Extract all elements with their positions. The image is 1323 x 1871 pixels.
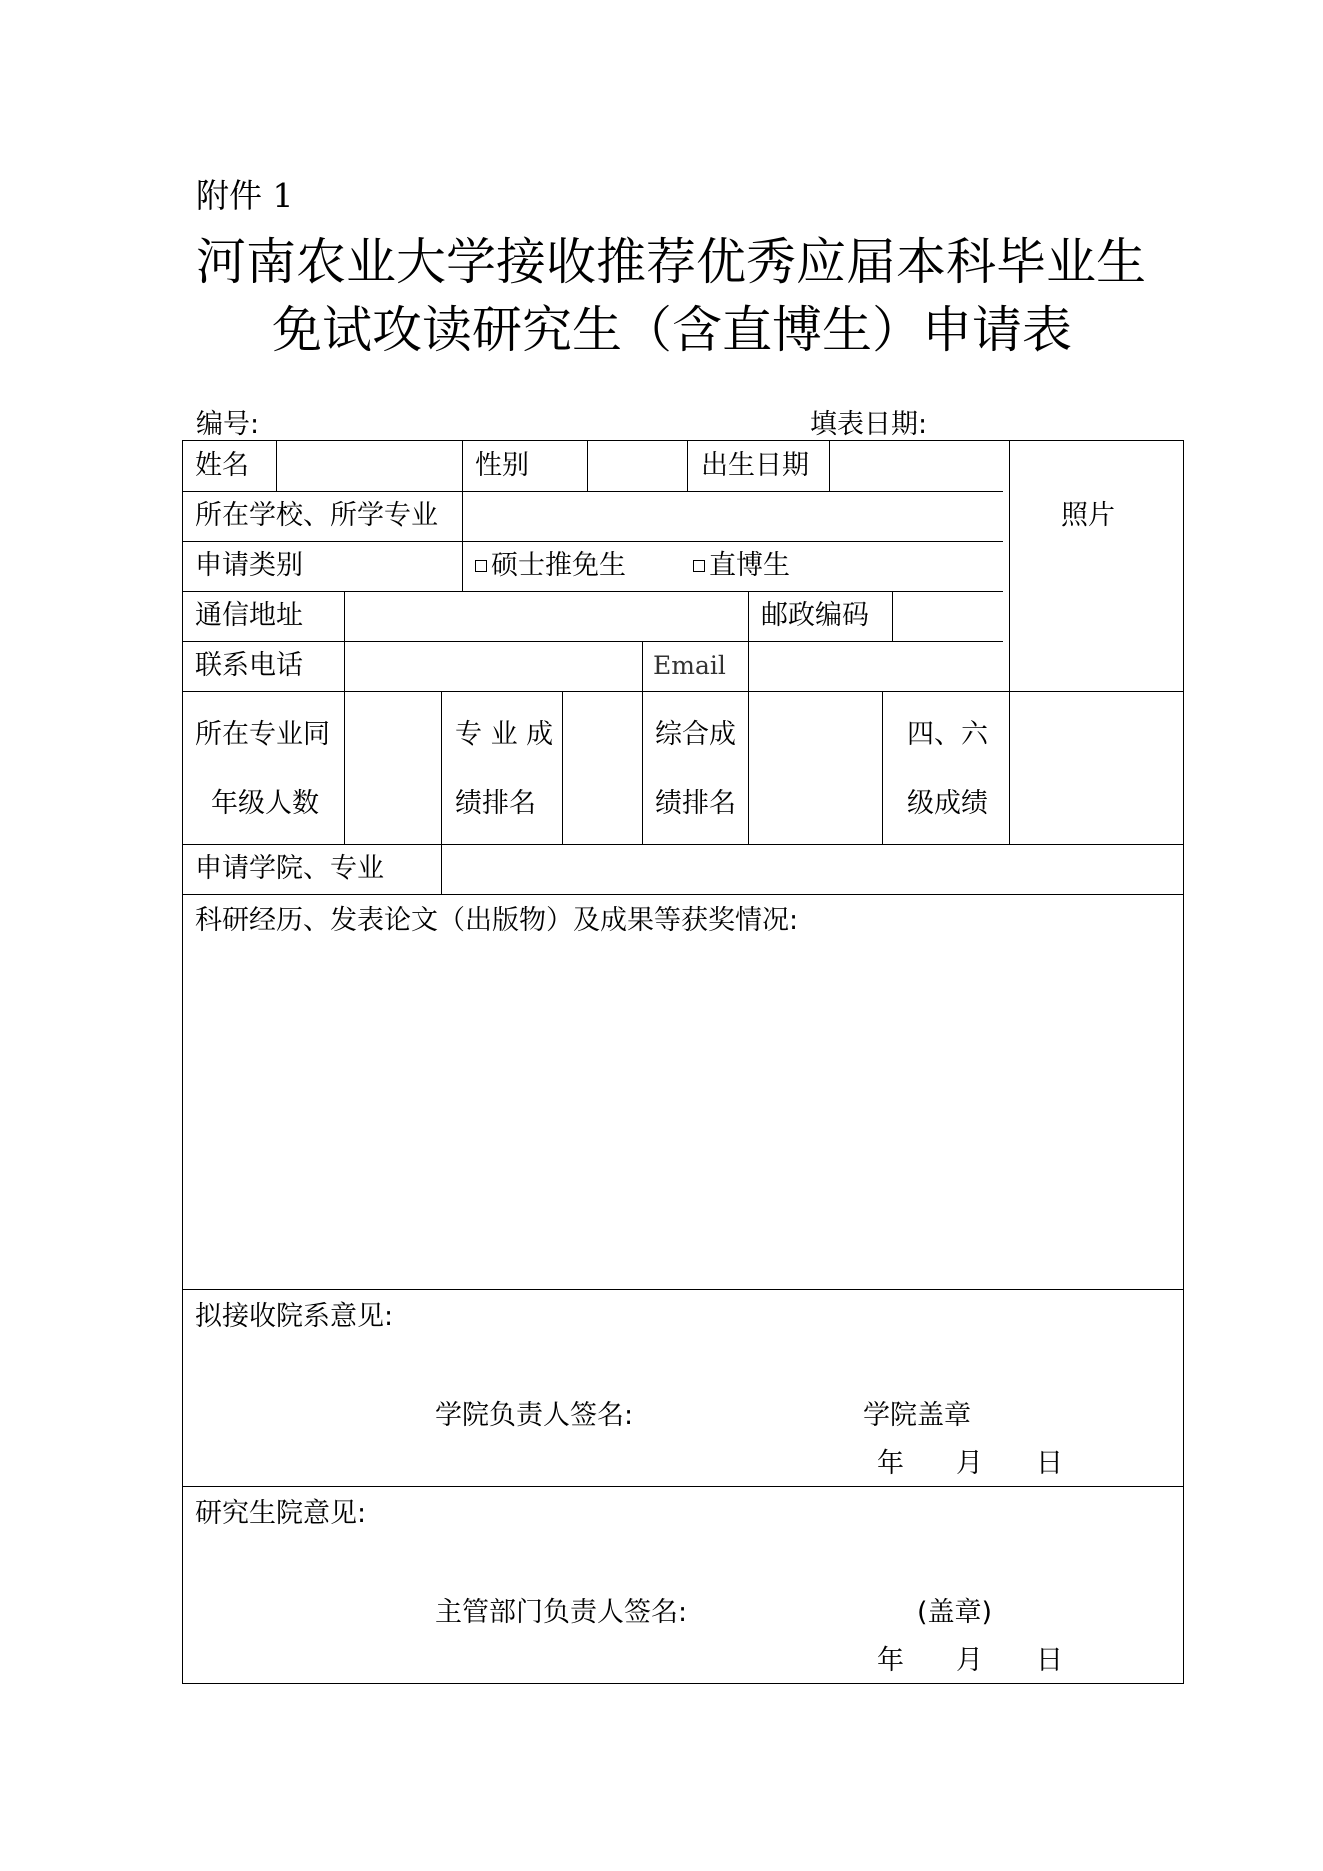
cell-divider (748, 641, 749, 844)
row-divider (183, 1289, 1183, 1290)
option-phd-label: 直博生 (709, 550, 790, 581)
cet-score-label-line2: 级成绩 (907, 788, 988, 819)
overall-rank-label-line2: 绩排名 (655, 788, 736, 819)
cell-divider (441, 691, 442, 894)
grad-year-label: 年 (877, 1645, 904, 1676)
email-label: Email (653, 651, 726, 680)
application-category-label: 申请类别 (195, 550, 303, 581)
phone-label: 联系电话 (195, 650, 303, 681)
name-label: 姓名 (195, 450, 249, 481)
fill-date-label: 填表日期: (810, 409, 928, 440)
gender-label: 性别 (475, 450, 529, 481)
cell-divider (748, 591, 749, 641)
classmates-count-label-line2: 年级人数 (211, 788, 319, 819)
photo-column-divider (1009, 441, 1010, 691)
classmates-count-label-line1: 所在专业同 (195, 719, 330, 750)
form-title-line2: 免试攻读研究生（含直博生）申请表 (272, 301, 1072, 359)
address-label: 通信地址 (195, 600, 303, 631)
cell-divider (462, 441, 463, 491)
grad-opinion-label: 研究生院意见: (195, 1498, 367, 1529)
postcode-label: 邮政编码 (761, 600, 869, 631)
cell-divider (344, 591, 345, 844)
dept-day-label: 日 (1036, 1448, 1063, 1479)
row-divider (183, 641, 1003, 642)
row-divider (183, 844, 1183, 845)
birth-date-label: 出生日期 (701, 450, 809, 481)
dept-opinion-label: 拟接收院系意见: (195, 1301, 394, 1332)
dept-signature-label: 学院负责人签名: (435, 1400, 634, 1431)
cell-divider (829, 441, 830, 491)
number-label: 编号: (196, 409, 260, 440)
option-master-label: 硕士推免生 (491, 550, 626, 581)
option-master-recommend[interactable] (475, 549, 626, 583)
photo-label: 照片 (1061, 500, 1115, 531)
cell-divider (642, 641, 643, 844)
cell-divider (1009, 691, 1010, 844)
cell-divider (462, 491, 463, 591)
cell-divider (882, 691, 883, 844)
grad-signature-label: 主管部门负责人签名: (435, 1597, 688, 1628)
research-experience-label: 科研经历、发表论文（出版物）及成果等获奖情况: (195, 905, 799, 936)
overall-rank-label-line1: 综合成 (655, 719, 736, 750)
dept-seal-label: 学院盖章 (863, 1400, 971, 1431)
grad-month-label: 月 (956, 1645, 983, 1676)
cell-divider (587, 441, 588, 491)
cell-divider (562, 691, 563, 844)
row-divider (183, 491, 1003, 492)
dept-year-label: 年 (877, 1448, 904, 1479)
cell-divider (276, 441, 277, 491)
major-rank-label-line1: 专 业 成 (455, 719, 554, 750)
cell-divider (687, 441, 688, 491)
grad-day-label: 日 (1036, 1645, 1063, 1676)
cell-divider (892, 591, 893, 641)
application-form (182, 440, 1184, 1684)
form-title-line1: 河南农业大学接收推荐优秀应届本科毕业生 (196, 233, 1146, 291)
apply-college-major-label: 申请学院、专业 (195, 853, 384, 884)
option-direct-phd[interactable] (693, 549, 790, 583)
school-major-label: 所在学校、所学专业 (195, 500, 438, 531)
checkbox-icon[interactable] (693, 560, 705, 572)
major-rank-label-line2: 绩排名 (455, 788, 536, 819)
cet-score-label-line1: 四、六 (907, 719, 988, 750)
row-divider (183, 691, 1183, 692)
row-divider (183, 591, 1003, 592)
checkbox-icon[interactable] (475, 560, 487, 572)
row-divider (183, 1486, 1183, 1487)
grad-seal-label: (盖章) (917, 1597, 993, 1628)
row-divider (183, 541, 1003, 542)
attachment-label: 附件 1 (196, 176, 294, 215)
dept-month-label: 月 (956, 1448, 983, 1479)
row-divider (183, 894, 1183, 895)
